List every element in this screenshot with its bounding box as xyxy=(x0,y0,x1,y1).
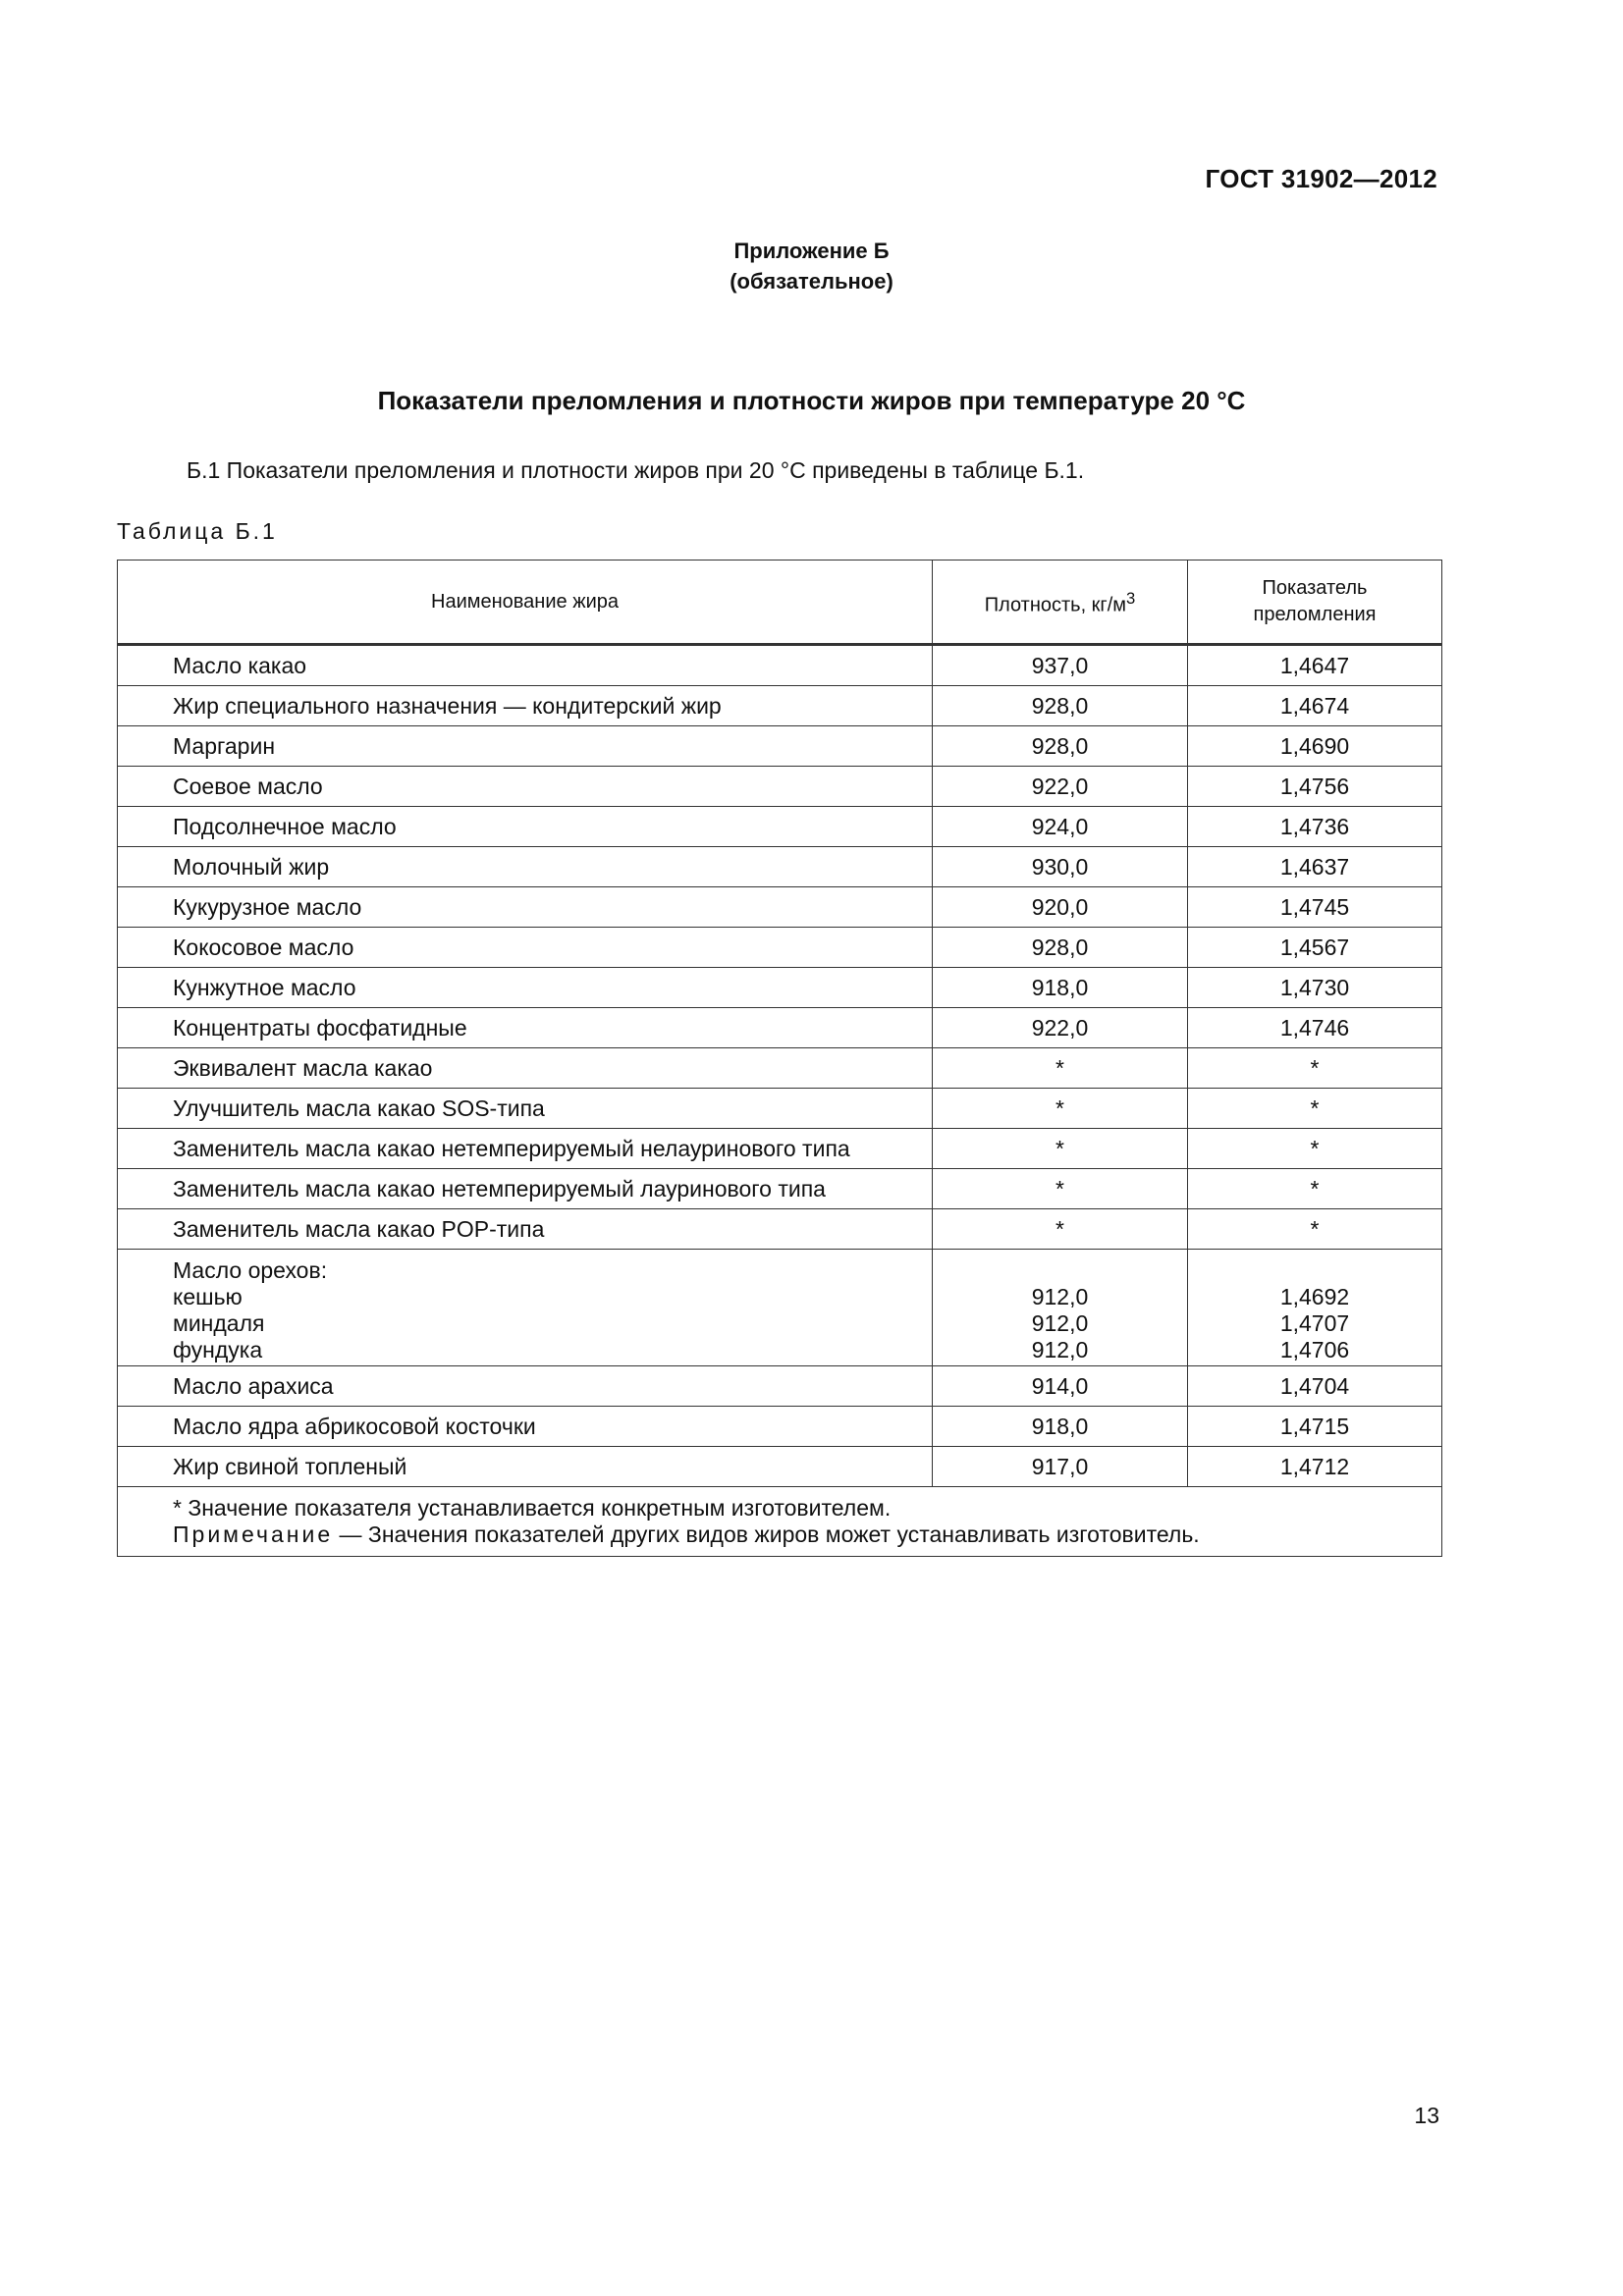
intro-paragraph: Б.1 Показатели преломления и плотности жиров при 20 °С приведены в таблице Б.1. xyxy=(187,457,1085,483)
fat-name: Концентраты фосфатидные xyxy=(118,1008,933,1048)
refraction-value: 1,4746 xyxy=(1188,1008,1442,1048)
density-value: * xyxy=(933,1209,1188,1250)
table-row xyxy=(118,1089,1442,1129)
refraction-value: 1,4674 xyxy=(1188,686,1442,726)
density-value: 924,0 xyxy=(933,807,1188,847)
refraction-value: 1,4745 xyxy=(1188,887,1442,928)
header-density-sup: 3 xyxy=(1126,588,1136,608)
density-value: 918,0 xyxy=(933,1407,1188,1447)
density-value: 922,0 xyxy=(933,1008,1188,1048)
refraction-value: 1,4690 xyxy=(1188,726,1442,767)
header-refraction xyxy=(1188,561,1442,645)
fat-name: Кунжутное масло xyxy=(118,968,933,1008)
refraction-value: 1,4706 xyxy=(1279,1337,1350,1362)
fat-name: Масло арахиса xyxy=(118,1366,933,1407)
table-row xyxy=(118,726,1442,767)
fat-name: Жир свиной топленый xyxy=(118,1447,933,1487)
density-value: 928,0 xyxy=(933,928,1188,968)
table-row xyxy=(118,928,1442,968)
fat-name: Улучшитель масла какао SOS-типа xyxy=(118,1089,933,1129)
fat-name: Эквивалент масла какао xyxy=(118,1048,933,1089)
table-header-row xyxy=(118,561,1442,645)
annex-title: Показатели преломления и плотности жиров при температуре 20 °С xyxy=(377,386,1246,415)
refraction-value: 1,4736 xyxy=(1188,807,1442,847)
table-row xyxy=(118,1008,1442,1048)
table-label: Таблица Б.1 xyxy=(117,518,278,544)
fat-name: Масло какао xyxy=(118,645,933,686)
table-row xyxy=(118,1209,1442,1250)
table-note xyxy=(173,1522,1441,1548)
appendix-heading xyxy=(0,236,1623,296)
density-value: * xyxy=(933,1048,1188,1089)
density-value: 930,0 xyxy=(933,847,1188,887)
refraction-value: * xyxy=(1188,1169,1442,1209)
fat-name: Подсолнечное масло xyxy=(118,807,933,847)
header-refraction-line1: Показатель xyxy=(1262,577,1368,599)
table-footnote-row xyxy=(118,1487,1442,1557)
table-row xyxy=(118,1129,1442,1169)
density-value: * xyxy=(933,1169,1188,1209)
density-value: * xyxy=(933,1129,1188,1169)
refraction-value: 1,4567 xyxy=(1188,928,1442,968)
density-value: 912,0 xyxy=(1031,1284,1089,1309)
table-row xyxy=(118,887,1442,928)
refraction-value: * xyxy=(1188,1209,1442,1250)
refraction-value: 1,4756 xyxy=(1188,767,1442,807)
header-name: Наименование жира xyxy=(118,561,933,645)
nut-density-cell xyxy=(933,1250,1188,1366)
header-density-label: Плотность, кг/м xyxy=(984,594,1127,616)
table-footnote-cell xyxy=(118,1487,1442,1557)
refraction-value: 1,4715 xyxy=(1188,1407,1442,1447)
density-value: 928,0 xyxy=(933,686,1188,726)
table-row xyxy=(118,1048,1442,1089)
refraction-value: * xyxy=(1188,1048,1442,1089)
density-value: 918,0 xyxy=(933,968,1188,1008)
nut-oils-cell xyxy=(118,1250,933,1366)
density-value: 912,0 xyxy=(1031,1337,1089,1362)
note-text: — Значения показателей других видов жиров может устанавливать изготовитель. xyxy=(333,1522,1200,1547)
refraction-value: * xyxy=(1188,1089,1442,1129)
document-code: ГОСТ 31902—2012 xyxy=(1205,164,1437,193)
nut-name: миндаля xyxy=(173,1310,265,1336)
fat-name: Соевое масло xyxy=(118,767,933,807)
table-row xyxy=(118,1407,1442,1447)
appendix-status: (обязательное) xyxy=(730,269,893,294)
table-row xyxy=(118,767,1442,807)
density-value: 912,0 xyxy=(1031,1310,1089,1336)
table-row-nuts xyxy=(118,1250,1442,1366)
refraction-value: 1,4730 xyxy=(1188,968,1442,1008)
refraction-value: 1,4647 xyxy=(1188,645,1442,686)
refraction-value: 1,4704 xyxy=(1188,1366,1442,1407)
density-value: * xyxy=(933,1089,1188,1129)
density-value: 928,0 xyxy=(933,726,1188,767)
density-value: 917,0 xyxy=(933,1447,1188,1487)
nut-oils-label: Масло орехов: xyxy=(173,1257,328,1283)
note-label: Примечание xyxy=(173,1522,334,1547)
density-value: 937,0 xyxy=(933,645,1188,686)
fat-name: Молочный жир xyxy=(118,847,933,887)
fat-name: Жир специального назначения — кондитерский жир xyxy=(118,686,933,726)
table-row xyxy=(118,686,1442,726)
page-number: 13 xyxy=(1414,2103,1439,2128)
refraction-value: 1,4692 xyxy=(1279,1284,1350,1309)
footnote: * Значение показателя устанавливается конкретным изготовителем. xyxy=(173,1495,892,1521)
nut-name: кешью xyxy=(173,1284,243,1309)
nut-name: фундука xyxy=(173,1337,263,1362)
table-row xyxy=(118,847,1442,887)
fats-table xyxy=(117,560,1442,1557)
density-value: 920,0 xyxy=(933,887,1188,928)
fat-name: Заменитель масла какао нетемперируемый нелауринового типа xyxy=(118,1129,933,1169)
appendix-title: Приложение Б xyxy=(733,239,890,263)
table-row xyxy=(118,1169,1442,1209)
header-density xyxy=(933,561,1188,645)
fat-name: Заменитель масла какао POP-типа xyxy=(118,1209,933,1250)
density-value: 922,0 xyxy=(933,767,1188,807)
table-row xyxy=(118,968,1442,1008)
fat-name: Маргарин xyxy=(118,726,933,767)
fat-name: Кукурузное масло xyxy=(118,887,933,928)
table-row xyxy=(118,1366,1442,1407)
refraction-value: * xyxy=(1188,1129,1442,1169)
nut-refraction-cell xyxy=(1188,1250,1442,1366)
table-row xyxy=(118,807,1442,847)
fat-name: Масло ядра абрикосовой косточки xyxy=(118,1407,933,1447)
table-row xyxy=(118,645,1442,686)
header-refraction-line2: преломления xyxy=(1253,604,1377,625)
density-value: 914,0 xyxy=(933,1366,1188,1407)
refraction-value: 1,4712 xyxy=(1188,1447,1442,1487)
table-row xyxy=(118,1447,1442,1487)
refraction-value: 1,4637 xyxy=(1188,847,1442,887)
fat-name: Кокосовое масло xyxy=(118,928,933,968)
fat-name: Заменитель масла какао нетемперируемый лауринового типа xyxy=(118,1169,933,1209)
refraction-value: 1,4707 xyxy=(1279,1310,1350,1336)
